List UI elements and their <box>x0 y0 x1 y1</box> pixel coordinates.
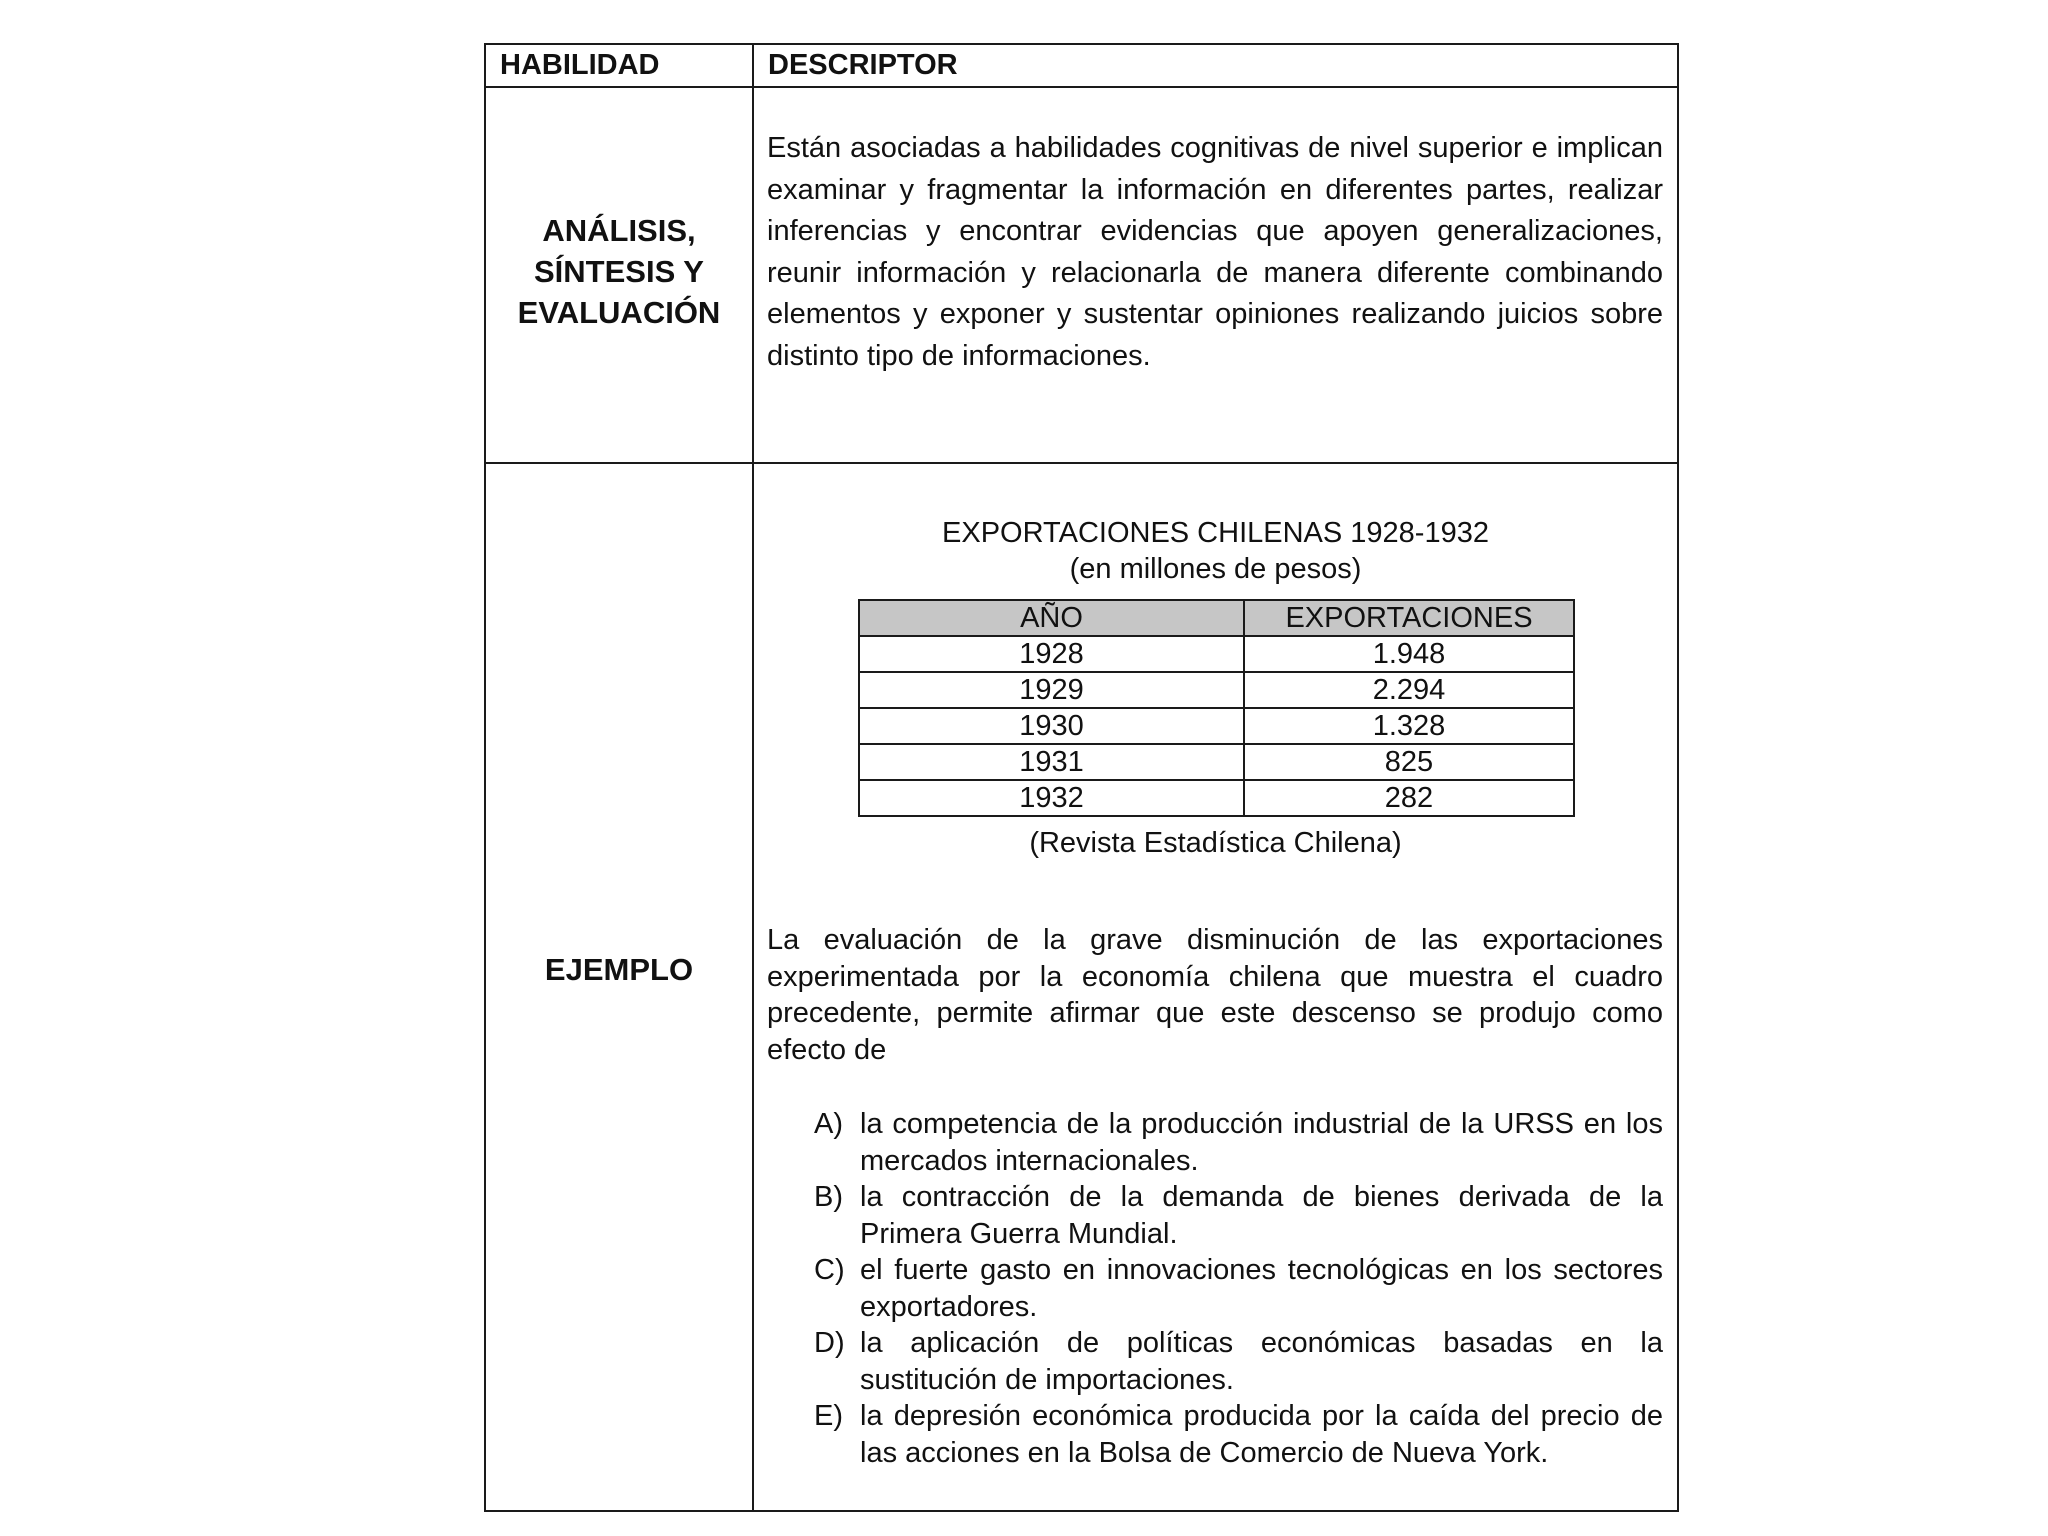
option-letter: E) <box>814 1400 843 1432</box>
table-cell-year: 1929 <box>859 672 1244 708</box>
skill-name <box>486 88 754 464</box>
table-cell-year: 1928 <box>859 636 1244 672</box>
column-header-exports: EXPORTACIONES <box>1244 600 1574 636</box>
table-cell-year: 1930 <box>859 708 1244 744</box>
table-cell-exports: 2.294 <box>1244 672 1574 708</box>
option-text: la aplicación de políticas económicas basadas en la sustitución de importaciones. <box>860 1327 1663 1396</box>
question-stem: La evaluación de la grave disminución de las exportaciones experimentada por la economía chilena que muestra el cuadro precedente, permite afirmar que este descenso se produjo como efecto de <box>767 924 1663 1066</box>
answer-option <box>814 1398 1663 1471</box>
option-text: el fuerte gasto en innovaciones tecnológicas en los sectores exportadores. <box>860 1254 1663 1323</box>
answer-options <box>814 1106 1663 1471</box>
answer-option <box>814 1179 1663 1252</box>
exports-table-title: EXPORTACIONES CHILENAS 1928-1932 <box>942 517 1489 549</box>
table-source: (Revista Estadística Chilena) <box>1029 827 1402 859</box>
header-descriptor: DESCRIPTOR <box>754 45 1677 88</box>
skill-name-line: SÍNTESIS Y <box>534 253 704 289</box>
skill-name-line: EVALUACIÓN <box>517 294 721 330</box>
example-label <box>486 464 754 1510</box>
table-row <box>859 636 1574 672</box>
table-row <box>859 744 1574 780</box>
option-text: la competencia de la producción industrial de la URSS en los mercados internacionales. <box>860 1108 1663 1177</box>
skill-name-line: ANÁLISIS, <box>542 212 696 248</box>
table-header-row <box>859 600 1574 636</box>
exports-table-subtitle: (en millones de pesos) <box>1069 553 1362 585</box>
option-letter: D) <box>814 1327 845 1359</box>
skill-table <box>484 43 1679 1512</box>
option-text: la contracción de la demanda de bienes derivada de la Primera Guerra Mundial. <box>860 1181 1663 1250</box>
option-letter: B) <box>814 1181 843 1213</box>
table-cell-exports: 1.948 <box>1244 636 1574 672</box>
column-header-year: AÑO <box>859 600 1244 636</box>
example-label-text: EJEMPLO <box>544 952 694 987</box>
answer-option <box>814 1325 1663 1398</box>
option-text: la depresión económica producida por la caída del precio de las acciones en la Bolsa de Comercio de Nueva York. <box>860 1400 1663 1469</box>
header-habilidad: HABILIDAD <box>486 45 754 88</box>
answer-option <box>814 1106 1663 1179</box>
table-cell-exports: 282 <box>1244 780 1574 816</box>
example-content <box>754 464 1677 1510</box>
table-cell-year: 1932 <box>859 780 1244 816</box>
answer-option <box>814 1252 1663 1325</box>
option-letter: A) <box>814 1108 843 1140</box>
table-row <box>859 708 1574 744</box>
table-cell-exports: 825 <box>1244 744 1574 780</box>
table-row <box>859 672 1574 708</box>
skill-descriptor: Están asociadas a habilidades cognitivas de nivel superior e implican examinar y fragmentar la información en diferentes partes, realizar inferencias y encontrar evidencias que apoyen generalizaciones, reunir información y relacionarla de manera diferente combinando elementos y exponer y sustentar opiniones realizando juicios sobre distinto tipo de informaciones. <box>754 88 1677 464</box>
table-cell-exports: 1.328 <box>1244 708 1574 744</box>
table-row <box>859 780 1574 816</box>
exports-table <box>858 599 1575 817</box>
table-cell-year: 1931 <box>859 744 1244 780</box>
option-letter: C) <box>814 1254 845 1286</box>
